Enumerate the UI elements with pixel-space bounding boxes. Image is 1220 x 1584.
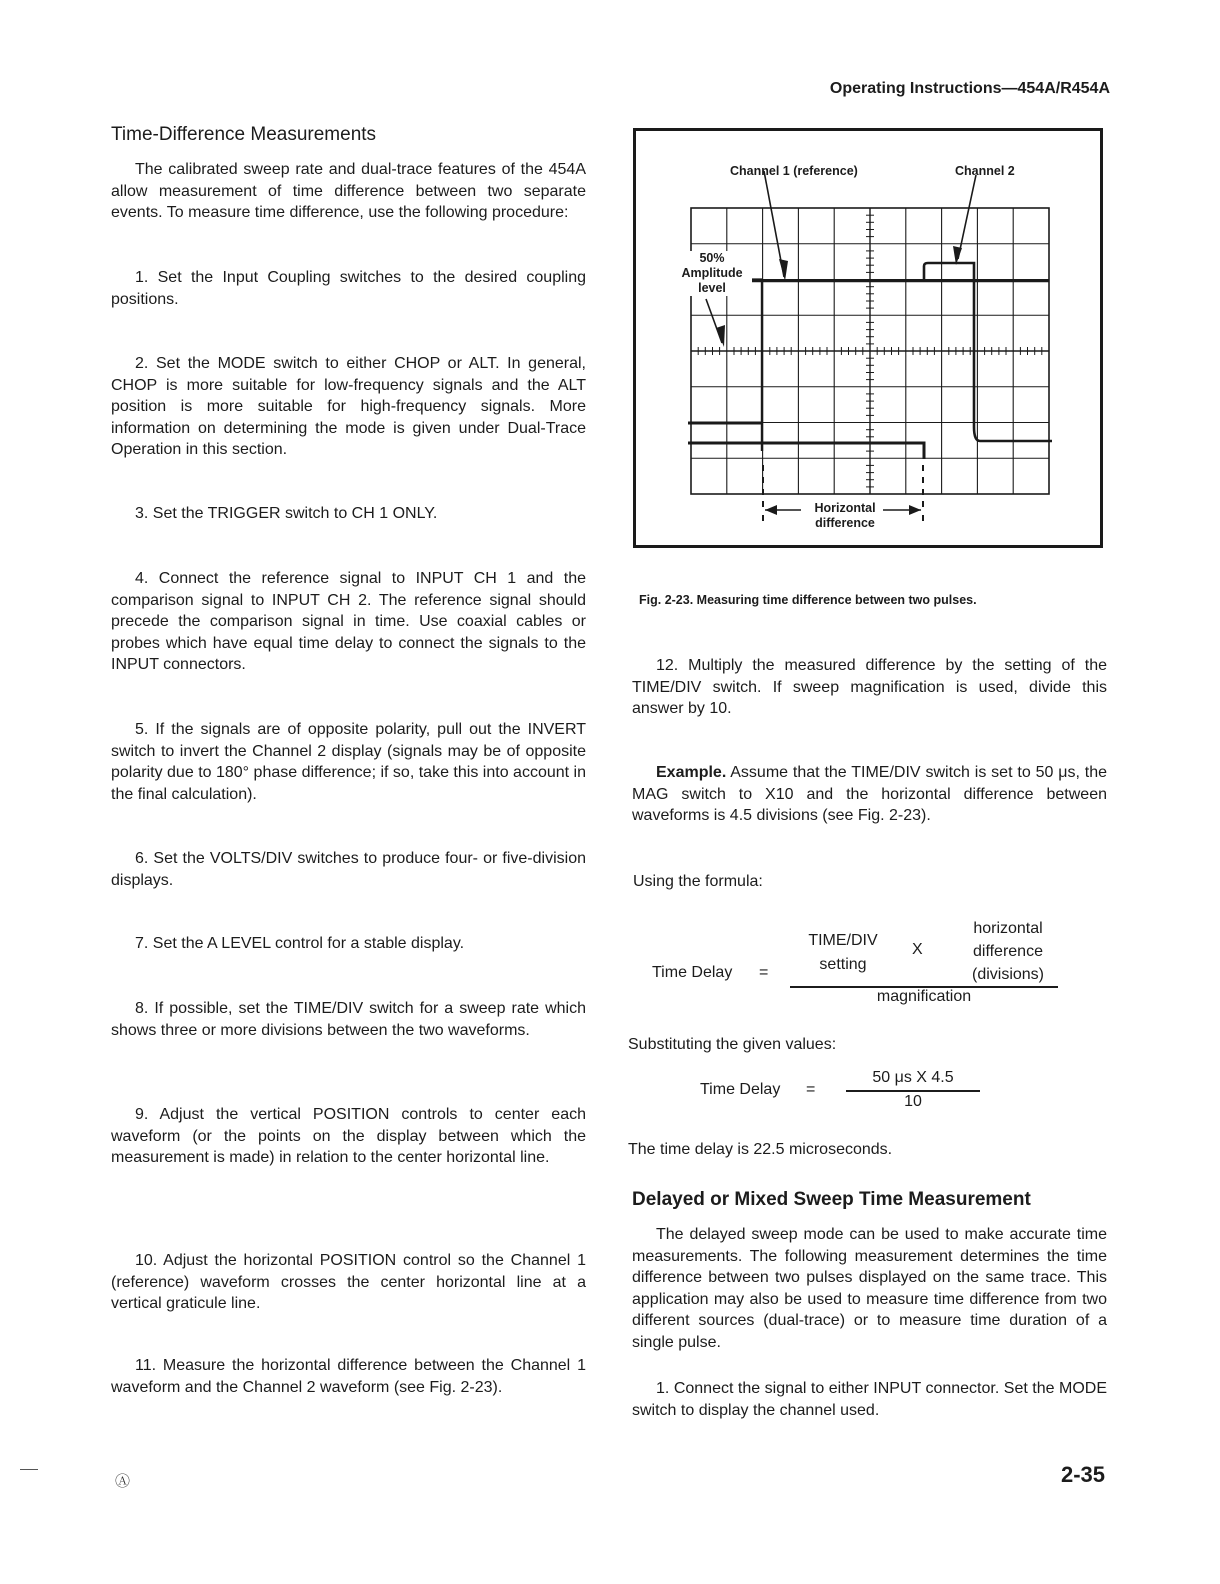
- step-3: 3. Set the TRIGGER switch to CH 1 ONLY.: [135, 505, 438, 522]
- label-channel-2: Channel 2: [955, 164, 1015, 178]
- page-number: 2-35: [1060, 1462, 1105, 1487]
- step-11: 11. Measure the horizontal difference between the Channel 1 waveform and the Channel 2 waveform (see Fig. 2-23).: [111, 1357, 586, 1396]
- step-1: 1. Set the Input Coupling switches to the desired coupling positions.: [111, 269, 586, 308]
- hdiff-arrowhead-right: [909, 505, 921, 515]
- formula-lhs: Time Delay: [652, 964, 733, 981]
- step-5: 5. If the signals are of opposite polarity, pull out the INVERT switch to invert the Channel 2 display (signals may be of opposite polarity due to 180° phase difference; if so, take this into account in the final calculation).: [111, 721, 586, 803]
- formula2-lhs: Time Delay: [700, 1081, 781, 1098]
- step-12: 12. Multiply the measured difference by the setting of the TIME/DIV switch. If sweep magnification is used, divide this answer by 10.: [632, 657, 1107, 717]
- hdiff-arrowhead-left: [765, 505, 777, 515]
- amplitude-arrowhead: [716, 325, 725, 347]
- formula-time-div-setting: TIME/DIV setting: [808, 932, 878, 973]
- intro-paragraph: [111, 159, 586, 224]
- figure-caption: Fig. 2-23. Measuring time difference between two pulses.: [639, 593, 977, 607]
- step-10: 10. Adjust the horizontal POSITION control so the Channel 1 (reference) waveform crosses the center horizontal line at a vertical graticule line.: [111, 1252, 586, 1312]
- oscilloscope-graticule-diagram: [636, 131, 1100, 545]
- section-heading-delayed-sweep: Delayed or Mixed Sweep Time Measurement: [632, 1189, 1031, 1210]
- result-text: The time delay is 22.5 microseconds.: [628, 1141, 893, 1158]
- section-heading-time-difference: Time-Difference Measurements: [111, 124, 377, 145]
- step-6: 6. Set the VOLTS/DIV switches to produce four- or five-division displays.: [111, 850, 586, 889]
- label-amplitude: 50% Amplitude level: [672, 251, 752, 296]
- formula-denominator: magnification: [876, 988, 972, 1005]
- substituting-text: Substituting the given values:: [628, 1036, 837, 1053]
- example-paragraph: Example. Assume that the TIME/DIV switch is set to 50 μs, the MAG switch to X10 and the horizontal difference between waveforms is 4.5 divisions (see Fig. 2-23).: [632, 764, 1108, 824]
- channel-1-arrowhead: [779, 259, 788, 281]
- using-formula-text: Using the formula:: [633, 873, 763, 890]
- formula-equals: =: [759, 964, 769, 981]
- delayed-step-1: 1. Connect the signal to either INPUT connector. Set the MODE switch to display the channel used.: [632, 1380, 1107, 1419]
- delayed-intro-paragraph: The delayed sweep mode can be used to make accurate time measurements. The following measurement determines the time difference between two pulses displayed on the same trace. This application may also be used to measure time difference from two different sources (dual-trace) or to measure time duration of a single pulse.: [632, 1226, 1107, 1351]
- channel-1-trace: [688, 443, 924, 459]
- example-lead: Example.: [656, 764, 727, 781]
- running-header: Operating Instructions—454A/R454A: [829, 80, 1110, 97]
- step-2: 2. Set the MODE switch to either CHOP or ALT. In general, CHOP is more suitable for low-frequency signals and the ALT position is more suitable for high-frequency signals. More information on determining the mode is given under Dual-Trace Operation in this section.: [111, 355, 586, 458]
- formula2-fraction-bar: [846, 1090, 980, 1092]
- formula2-numerator: 50 μs X 4.5: [872, 1069, 954, 1086]
- label-channel-1: Channel 1 (reference): [730, 164, 858, 178]
- intro-text: The calibrated sweep rate and dual-trace features of the 454A allow measurement of time difference between two separate events. To measure time difference, use the following procedure:: [111, 161, 586, 221]
- step-8: 8. If possible, set the TIME/DIV switch for a sweep rate which shows three or more divisions between the two waveforms.: [111, 1000, 586, 1039]
- step-4: 4. Connect the reference signal to INPUT CH 1 and the comparison signal to INPUT CH 2. The reference signal should precede the comparison signal in time. Use coaxial cables or probes which have equal time delay to connect the signals to the INPUT connectors.: [111, 570, 586, 673]
- formula2-equals: =: [806, 1081, 816, 1098]
- channel-2-trace: [924, 263, 1052, 441]
- label-horizontal-difference: Horizontal difference: [814, 501, 876, 530]
- step-7: 7. Set the A LEVEL control for a stable display.: [135, 935, 465, 952]
- revision-mark: Ⓐ: [115, 1473, 131, 1490]
- formula-times: X: [912, 941, 923, 958]
- step-9: 9. Adjust the vertical POSITION controls to center each waveform (or the points on the display between which the measurement is made) in relation to the center horizontal line.: [111, 1106, 586, 1166]
- channel-2-arrow-line: [958, 175, 976, 259]
- figure-2-23: [633, 128, 1103, 548]
- margin-mark: [20, 1469, 38, 1470]
- formula2-denominator: 10: [904, 1093, 922, 1110]
- formula-horizontal-difference: horizontal difference (divisions): [971, 920, 1044, 983]
